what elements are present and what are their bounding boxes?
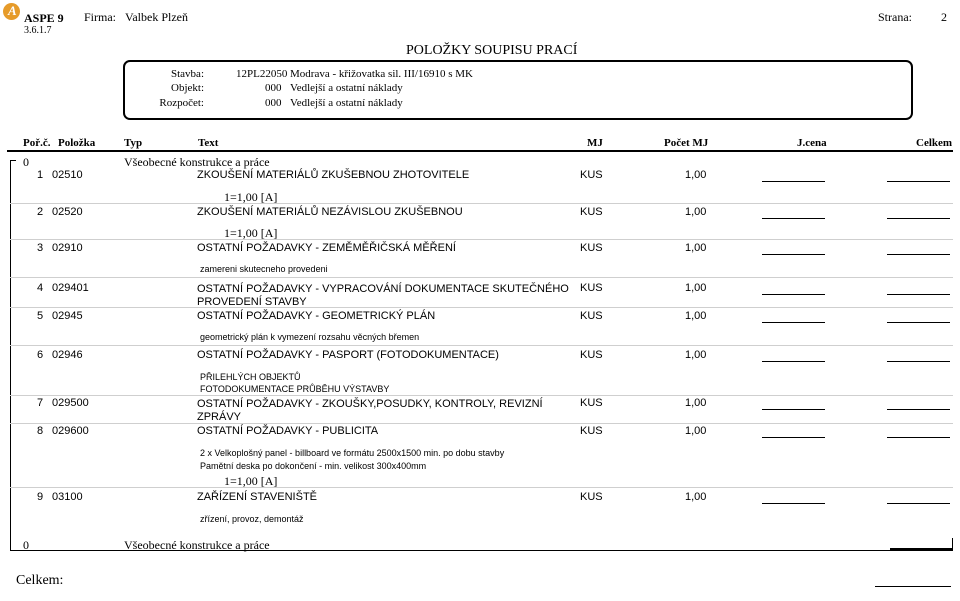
- app-name: ASPE 9: [24, 11, 64, 25]
- item-code: 029600: [52, 425, 89, 437]
- item-note: FOTODOKUMENTACE PRŮBĚHU VÝSTAVBY: [200, 384, 390, 394]
- item-qty: 1,00: [685, 310, 707, 322]
- col-header-pocet: Počet MJ: [664, 137, 709, 149]
- item-por: 6: [37, 349, 44, 361]
- col-header-jcena: J.cena: [797, 137, 827, 149]
- item-code: 02510: [52, 169, 83, 181]
- section-title: Všeobecné konstrukce a práce: [124, 155, 270, 169]
- firma-label: Firma:: [84, 10, 116, 24]
- rozpocet-code: 000: [265, 97, 282, 109]
- item-por: 7: [37, 397, 44, 409]
- item-code: 02945: [52, 310, 83, 322]
- item-code: 03100: [52, 491, 83, 503]
- col-header-por: Poř.č.: [23, 137, 51, 149]
- item-note: 1=1,00 [A]: [224, 226, 278, 240]
- total-price-blank: [887, 437, 950, 438]
- logo-letter: A: [8, 3, 17, 18]
- item-text: ZKOUŠENÍ MATERIÁLŮ NEZÁVISLOU ZKUŠEBNOU: [197, 206, 463, 218]
- objekt-code: 000: [265, 82, 282, 94]
- header-divider: [7, 150, 953, 152]
- total-price-blank: [887, 503, 950, 504]
- aspe-logo-icon: [3, 3, 20, 20]
- item-note: geometrický plán k vymezení rozsahu věcných břemen: [200, 332, 420, 342]
- item-text: ZKOUŠENÍ MATERIÁLŮ ZKUŠEBNOU ZHOTOVITELE: [197, 169, 470, 181]
- strana-label: Strana:: [878, 10, 912, 24]
- item-note: zřízení, provoz, demontáž: [200, 514, 304, 524]
- row-divider: [10, 307, 953, 308]
- item-text: OSTATNÍ POŽADAVKY - VYPRACOVÁNÍ DOKUMENTACE SKUTEČNÉHO: [197, 283, 569, 295]
- item-text: OSTATNÍ POŽADAVKY - ZEMĚMĚŘIČSKÁ MĚŘENÍ: [197, 242, 456, 254]
- item-qty: 1,00: [685, 425, 707, 437]
- section-total-title: Všeobecné konstrukce a práce: [124, 538, 270, 552]
- stavba-label: Stavba:: [171, 68, 204, 80]
- total-price-blank: [887, 361, 950, 362]
- col-header-text: Text: [198, 137, 219, 149]
- item-mj: KUS: [580, 169, 603, 181]
- item-note: Pamětní deska po dokončení - min. velikost 300x400mm: [200, 461, 427, 471]
- item-text-continued: PROVEDENÍ STAVBY: [197, 296, 307, 308]
- item-mj: KUS: [580, 397, 603, 409]
- app-version: 3.6.1.7: [24, 25, 52, 36]
- objekt-name: Vedlejší a ostatní náklady: [290, 82, 403, 94]
- unit-price-blank: [762, 503, 825, 504]
- item-mj: KUS: [580, 349, 603, 361]
- item-text: ZAŘÍZENÍ STAVENIŠTĚ: [197, 491, 317, 503]
- item-text: OSTATNÍ POŽADAVKY - ZKOUŠKY,POSUDKY, KONTROLY, REVIZNÍ: [197, 398, 543, 410]
- total-price-blank: [887, 181, 950, 182]
- col-header-celkem: Celkem: [916, 137, 953, 149]
- item-code: 02946: [52, 349, 83, 361]
- item-note: 1=1,00 [A]: [224, 190, 278, 204]
- item-qty: 1,00: [685, 282, 707, 294]
- item-qty: 1,00: [685, 491, 707, 503]
- item-note: zamereni skutecneho provedeni: [200, 264, 328, 274]
- col-header-mj: MJ: [587, 137, 603, 149]
- unit-price-blank: [762, 322, 825, 323]
- item-note: 2 x Velkoplošný panel - billboard ve formátu 2500x1500 min. po dobu stavby: [200, 448, 505, 458]
- item-qty: 1,00: [685, 169, 707, 181]
- objekt-label: Objekt:: [171, 82, 204, 94]
- item-qty: 1,00: [685, 349, 707, 361]
- section-total-number: 0: [23, 538, 29, 552]
- page-number: 2: [941, 10, 947, 24]
- grand-total-blank: [875, 586, 951, 587]
- item-mj: KUS: [580, 310, 603, 322]
- frame-right: [952, 538, 953, 550]
- item-qty: 1,00: [685, 206, 707, 218]
- item-mj: KUS: [580, 242, 603, 254]
- unit-price-blank: [762, 218, 825, 219]
- item-mj: KUS: [580, 206, 603, 218]
- item-text: OSTATNÍ POŽADAVKY - GEOMETRICKÝ PLÁN: [197, 310, 436, 322]
- row-divider: [10, 345, 953, 346]
- col-header-polozka: Položka: [58, 137, 96, 149]
- item-por: 8: [37, 425, 44, 437]
- item-qty: 1,00: [685, 242, 707, 254]
- item-mj: KUS: [580, 491, 603, 503]
- firma-value: Valbek Plzeň: [125, 10, 188, 24]
- frame-tick: [10, 160, 16, 161]
- total-price-blank: [887, 322, 950, 323]
- item-por: 4: [37, 282, 44, 294]
- item-por: 3: [37, 242, 44, 254]
- row-divider: [10, 423, 953, 424]
- total-price-blank: [887, 218, 950, 219]
- unit-price-blank: [762, 181, 825, 182]
- unit-price-blank: [762, 361, 825, 362]
- item-qty: 1,00: [685, 397, 707, 409]
- total-price-blank: [887, 254, 950, 255]
- row-divider: [10, 395, 953, 396]
- row-divider: [10, 239, 953, 240]
- item-por: 9: [37, 491, 44, 503]
- unit-price-blank: [762, 409, 825, 410]
- grand-total-label: Celkem:: [16, 573, 64, 588]
- item-code: 029500: [52, 397, 89, 409]
- item-text: OSTATNÍ POŽADAVKY - PUBLICITA: [197, 425, 379, 437]
- row-divider: [10, 487, 953, 488]
- stavba-code: 12PL22050: [236, 68, 288, 80]
- item-code: 029401: [52, 282, 89, 294]
- item-note: PŘILEHLÝCH OBJEKTŮ: [200, 372, 301, 382]
- item-code: 02520: [52, 206, 83, 218]
- unit-price-blank: [762, 437, 825, 438]
- frame-left: [10, 160, 11, 550]
- item-mj: KUS: [580, 425, 603, 437]
- unit-price-blank: [762, 254, 825, 255]
- item-por: 2: [37, 206, 44, 218]
- rozpocet-label: Rozpočet:: [159, 97, 204, 109]
- item-text-continued: ZPRÁVY: [197, 411, 242, 423]
- item-note: 1=1,00 [A]: [224, 474, 278, 488]
- section-total-blank: [890, 548, 952, 550]
- stavba-name: Modrava - křižovatka sil. III/16910 s MK: [290, 68, 473, 80]
- item-por: 5: [37, 310, 44, 322]
- item-mj: KUS: [580, 282, 603, 294]
- page-title: POLOŽKY SOUPISU PRACÍ: [406, 43, 578, 58]
- item-por: 1: [37, 169, 44, 181]
- col-header-typ: Typ: [124, 137, 143, 149]
- item-text: OSTATNÍ POŽADAVKY - PASPORT (FOTODOKUMENTACE): [197, 349, 499, 361]
- unit-price-blank: [762, 294, 825, 295]
- rozpocet-name: Vedlejší a ostatní náklady: [290, 97, 403, 109]
- total-price-blank: [887, 294, 950, 295]
- row-divider: [10, 203, 953, 204]
- total-price-blank: [887, 409, 950, 410]
- item-code: 02910: [52, 242, 83, 254]
- row-divider: [10, 277, 953, 278]
- section-number: 0: [23, 155, 29, 169]
